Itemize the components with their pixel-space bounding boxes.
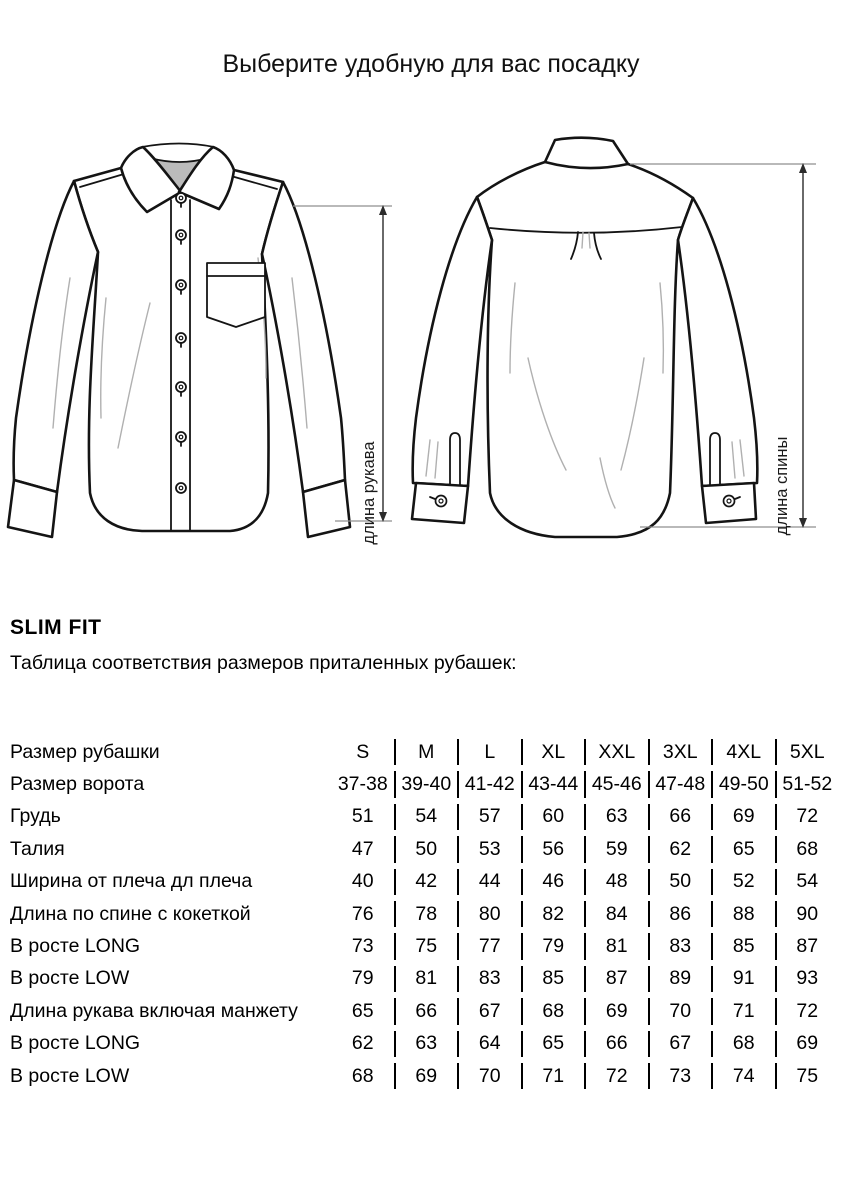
size-column-header: 3XL	[648, 739, 712, 765]
size-cell: 69	[711, 804, 775, 830]
size-column-header: M	[394, 739, 458, 765]
size-column-header: S	[356, 740, 370, 763]
size-cell: 82	[521, 901, 585, 927]
row-label: Длина рукава включая манжету	[10, 999, 298, 1022]
size-column-header: XL	[521, 739, 585, 765]
size-cell: 46	[521, 869, 585, 895]
size-cell: 81	[394, 966, 458, 992]
shirt-figure	[0, 128, 862, 573]
shirt-technical-drawing	[0, 128, 862, 573]
size-cell: 70	[648, 998, 712, 1024]
size-cell: 71	[711, 998, 775, 1024]
size-cell: 69	[775, 1031, 839, 1057]
size-cell: 71	[521, 1063, 585, 1089]
size-cell: 63	[394, 1031, 458, 1057]
table-row	[10, 933, 838, 959]
size-column-header: 5XL	[775, 739, 839, 765]
size-cell: 87	[775, 933, 839, 959]
size-cell: 47	[351, 837, 374, 860]
size-cell: 76	[351, 902, 374, 925]
size-cell: 69	[584, 998, 648, 1024]
size-table	[10, 733, 838, 1095]
size-cell: 68	[711, 1031, 775, 1057]
size-cell: 56	[521, 836, 585, 862]
size-cell: 66	[648, 804, 712, 830]
table-row	[10, 901, 838, 927]
size-cell: 43-44	[521, 771, 585, 797]
shirt-back-illustration	[412, 138, 757, 537]
size-cell: 50	[648, 869, 712, 895]
size-cell: 79	[521, 933, 585, 959]
size-cell: 62	[648, 836, 712, 862]
size-cell: 77	[457, 933, 521, 959]
size-cell: 83	[457, 966, 521, 992]
table-row	[10, 836, 838, 862]
table-caption: Таблица соответствия размеров приталенных рубашек:	[10, 652, 517, 674]
size-cell: 51	[351, 805, 374, 828]
table-row	[10, 1063, 838, 1089]
size-cell: 68	[351, 1064, 374, 1087]
table-row	[10, 771, 838, 797]
row-label: В росте LOW	[10, 967, 130, 990]
row-label: Размер рубашки	[10, 740, 160, 763]
size-cell: 54	[775, 869, 839, 895]
size-cell: 64	[457, 1031, 521, 1057]
size-cell: 50	[394, 836, 458, 862]
size-cell: 59	[584, 836, 648, 862]
sleeve-length-label: длина рукава	[360, 441, 378, 545]
row-label: В росте LONG	[10, 935, 141, 958]
size-cell: 49-50	[711, 771, 775, 797]
size-cell: 79	[351, 967, 374, 990]
size-cell: 48	[584, 869, 648, 895]
size-cell: 90	[775, 901, 839, 927]
row-label: Размер ворота	[10, 773, 145, 796]
size-cell: 78	[394, 901, 458, 927]
size-cell: 37-38	[337, 773, 388, 796]
table-row	[10, 804, 838, 830]
size-cell: 65	[351, 999, 374, 1022]
size-cell: 91	[711, 966, 775, 992]
size-column-header: XXL	[584, 739, 648, 765]
size-cell: 65	[521, 1031, 585, 1057]
size-cell: 73	[351, 935, 374, 958]
back-length-label: длина спины	[773, 436, 791, 536]
row-label: В росте LOW	[10, 1064, 130, 1087]
size-cell: 51-52	[775, 771, 839, 797]
table-row	[10, 739, 838, 765]
size-cell: 68	[521, 998, 585, 1024]
size-cell: 70	[457, 1063, 521, 1089]
size-cell: 89	[648, 966, 712, 992]
size-cell: 72	[775, 998, 839, 1024]
size-cell: 83	[648, 933, 712, 959]
size-cell: 80	[457, 901, 521, 927]
shirt-front-illustration	[8, 144, 350, 538]
table-row	[10, 869, 838, 895]
size-cell: 67	[457, 998, 521, 1024]
table-row	[10, 966, 838, 992]
size-cell: 84	[584, 901, 648, 927]
row-label: Грудь	[10, 805, 61, 828]
size-cell: 54	[394, 804, 458, 830]
size-cell: 47-48	[648, 771, 712, 797]
size-cell: 72	[775, 804, 839, 830]
size-cell: 74	[711, 1063, 775, 1089]
size-cell: 69	[394, 1063, 458, 1089]
size-cell: 81	[584, 933, 648, 959]
size-cell: 44	[457, 869, 521, 895]
size-column-header: L	[457, 739, 521, 765]
size-cell: 57	[457, 804, 521, 830]
fit-heading: SLIM FIT	[10, 616, 102, 639]
size-cell: 68	[775, 836, 839, 862]
size-cell: 85	[711, 933, 775, 959]
size-cell: 45-46	[584, 771, 648, 797]
row-label: Талия	[10, 837, 65, 860]
page-title: Выберите удобную для вас посадку	[222, 50, 640, 78]
table-row	[10, 1031, 838, 1057]
size-cell: 66	[394, 998, 458, 1024]
size-cell: 66	[584, 1031, 648, 1057]
size-cell: 85	[521, 966, 585, 992]
size-cell: 65	[711, 836, 775, 862]
size-cell: 40	[351, 870, 374, 893]
size-cell: 53	[457, 836, 521, 862]
size-cell: 67	[648, 1031, 712, 1057]
size-column-header: 4XL	[711, 739, 775, 765]
size-cell: 88	[711, 901, 775, 927]
size-cell: 86	[648, 901, 712, 927]
size-cell: 75	[394, 933, 458, 959]
size-cell: 73	[648, 1063, 712, 1089]
size-cell: 62	[351, 1032, 374, 1055]
size-cell: 52	[711, 869, 775, 895]
size-cell: 60	[521, 804, 585, 830]
size-cell: 93	[775, 966, 839, 992]
size-cell: 39-40	[394, 771, 458, 797]
size-cell: 42	[394, 869, 458, 895]
row-label: Ширина от плеча дл плеча	[10, 870, 253, 893]
row-label: В росте LONG	[10, 1032, 141, 1055]
size-cell: 72	[584, 1063, 648, 1089]
size-cell: 63	[584, 804, 648, 830]
size-cell: 75	[775, 1063, 839, 1089]
size-cell: 87	[584, 966, 648, 992]
size-cell: 41-42	[457, 771, 521, 797]
row-label: Длина по спине с кокеткой	[10, 902, 251, 925]
table-row	[10, 998, 838, 1024]
